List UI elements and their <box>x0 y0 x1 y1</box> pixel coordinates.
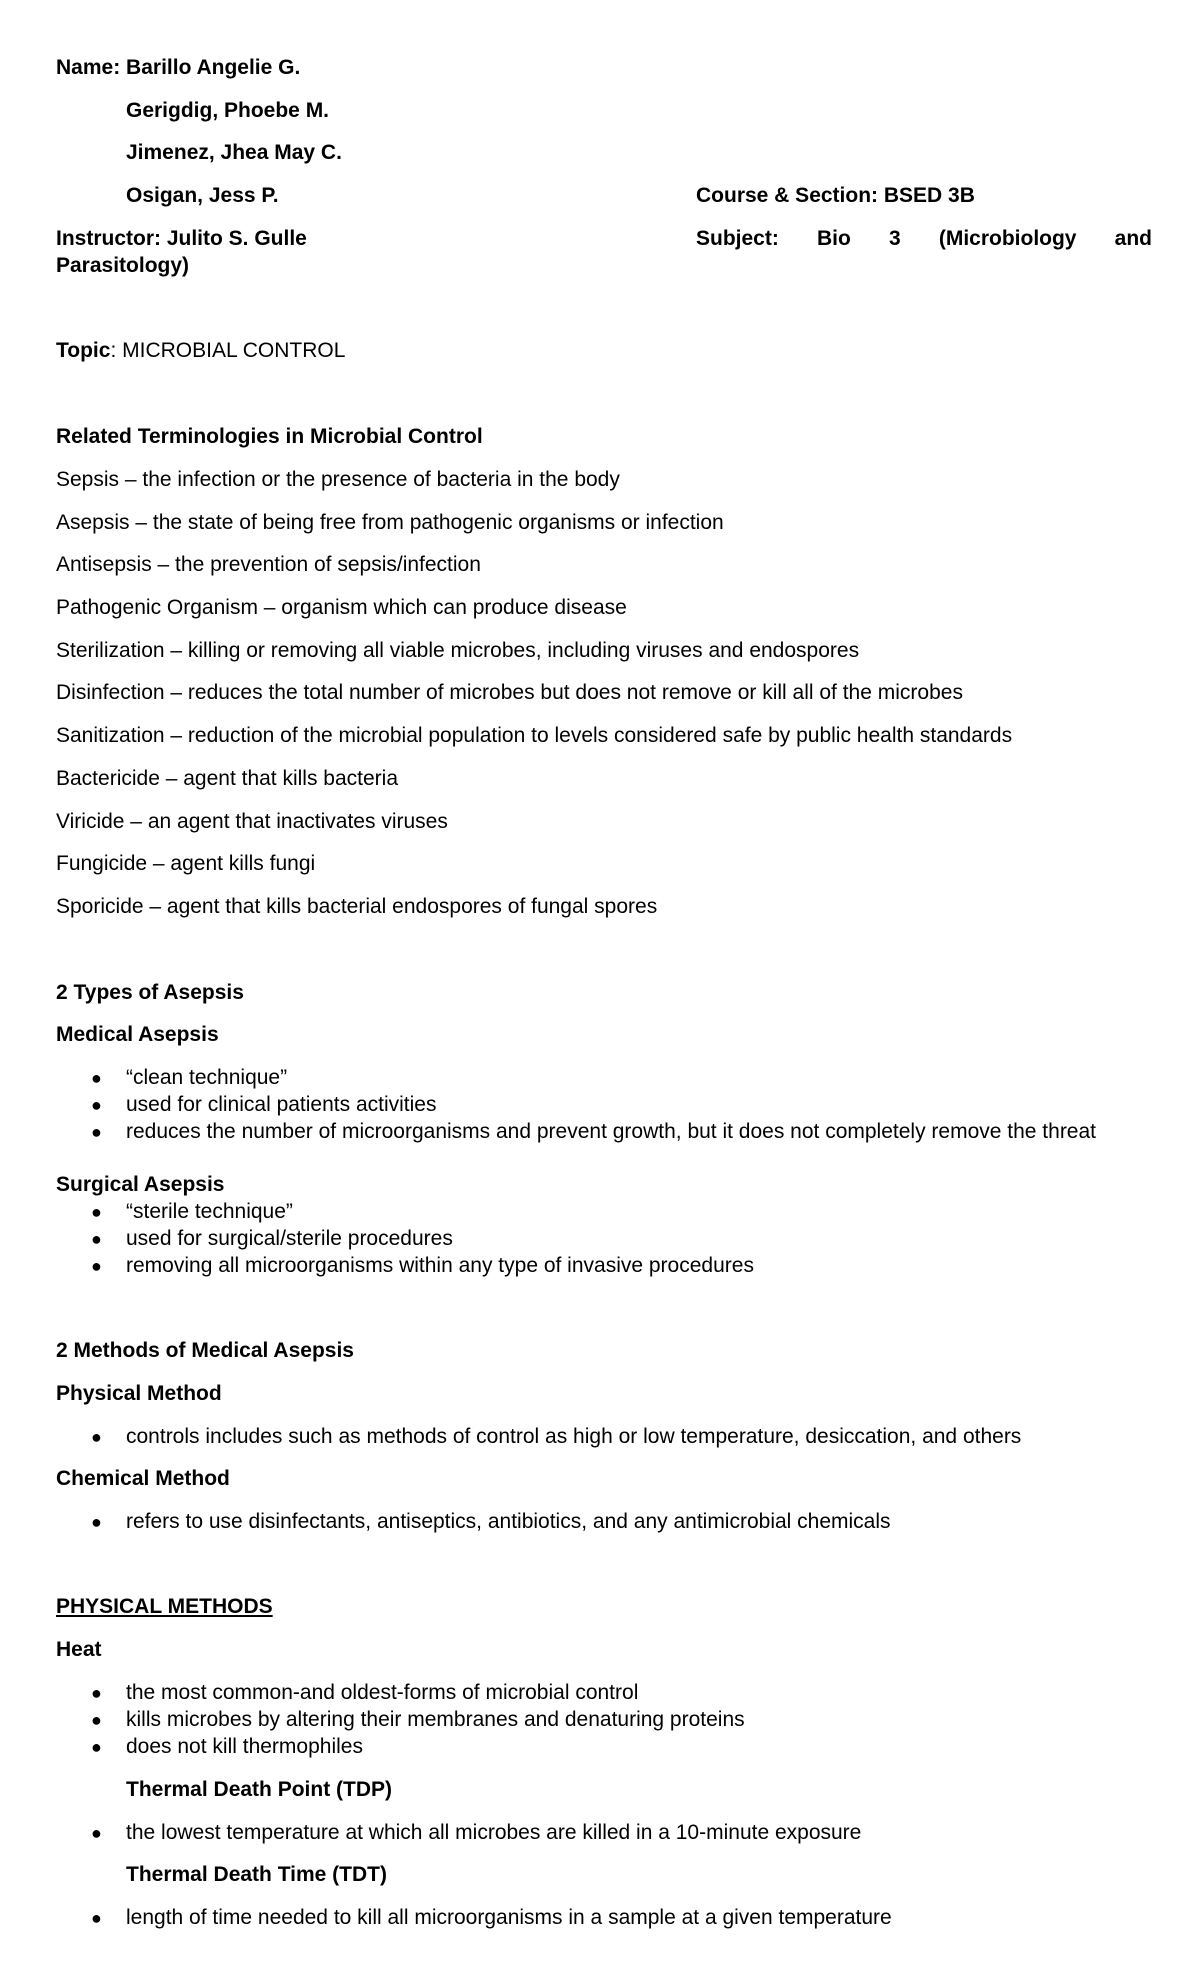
tdp-title: Thermal Death Point (TDP) <box>126 1778 393 1801</box>
asepsis-heading: 2 Types of Asepsis <box>56 981 244 1004</box>
surgical-bullet: removing all microorganisms within any type of invasive procedures <box>126 1254 754 1277</box>
bullet-icon: ● <box>91 1908 102 1928</box>
heat-bullet: the most common-and oldest-forms of microbial control <box>126 1681 639 1704</box>
methods-heading: 2 Methods of Medical Asepsis <box>56 1339 354 1362</box>
bullet-icon: ● <box>91 1122 102 1142</box>
topic <box>56 339 345 363</box>
subject-word: and <box>1114 227 1152 250</box>
heat-bullet: kills microbes by altering their membranes and denaturing proteins <box>126 1708 745 1731</box>
terminology-heading: Related Terminologies in Microbial Control <box>56 425 483 448</box>
medical-bullet: reduces the number of microorganisms and prevent growth, but it does not completely remove the threat <box>126 1120 1096 1143</box>
term-item: Sterilization – killing or removing all viable microbes, including viruses and endospores <box>56 639 860 662</box>
medical-bullet: “clean technique” <box>126 1066 288 1089</box>
student-name-2: Gerigdig, Phoebe M. <box>126 99 330 122</box>
term-item: Sporicide – agent that kills bacterial endospores of fungal spores <box>56 895 658 918</box>
bullet-icon: ● <box>91 1229 102 1249</box>
subject-continued: Parasitology) <box>56 254 190 277</box>
bullet-icon: ● <box>91 1512 102 1532</box>
physical-methods-heading: PHYSICAL METHODS <box>56 1595 273 1618</box>
bullet-icon: ● <box>91 1683 102 1703</box>
term-item: Asepsis – the state of being free from pathogenic organisms or infection <box>56 511 724 534</box>
surgical-bullet: used for surgical/sterile procedures <box>126 1227 453 1250</box>
student-name-3: Jimenez, Jhea May C. <box>126 141 342 164</box>
term-item: Sepsis – the infection or the presence of bacteria in the body <box>56 468 620 491</box>
student-name-4: Osigan, Jess P. <box>126 184 279 207</box>
topic-label: Topic <box>56 339 111 362</box>
bullet-icon: ● <box>91 1256 102 1276</box>
bullet-icon: ● <box>91 1737 102 1757</box>
bullet-icon: ● <box>91 1202 102 1222</box>
physical-method-bullet: controls includes such as methods of control as high or low temperature, desiccation, and others <box>126 1425 1022 1448</box>
surgical-bullet: “sterile technique” <box>126 1200 293 1223</box>
term-item: Antisepsis – the prevention of sepsis/infection <box>56 553 481 576</box>
subject-word: 3 <box>888 227 901 250</box>
subject-word: (Microbiology <box>938 227 1077 250</box>
term-item: Fungicide – agent kills fungi <box>56 852 316 875</box>
term-item: Disinfection – reduces the total number of microbes but does not remove or kill all of the microbes <box>56 681 963 704</box>
name-label: Name: Barillo Angelie G. <box>56 56 301 79</box>
medical-bullet: used for clinical patients activities <box>126 1093 437 1116</box>
subject <box>696 227 1152 251</box>
bullet-icon: ● <box>91 1068 102 1088</box>
subject-word: Bio <box>817 227 851 250</box>
heat-bullet: does not kill thermophiles <box>126 1735 363 1758</box>
tdp-bullet: the lowest temperature at which all microbes are killed in a 10-minute exposure <box>126 1821 862 1844</box>
topic-value: : MICROBIAL CONTROL <box>110 339 346 362</box>
chemical-method-title: Chemical Method <box>56 1467 230 1490</box>
bullet-icon: ● <box>91 1710 102 1730</box>
physical-method-title: Physical Method <box>56 1382 222 1405</box>
surgical-asepsis-title: Surgical Asepsis <box>56 1173 225 1196</box>
heat-title: Heat <box>56 1638 102 1661</box>
bullet-icon: ● <box>91 1427 102 1447</box>
tdt-bullet: length of time needed to kill all microorganisms in a sample at a given temperature <box>126 1906 892 1929</box>
bullet-icon: ● <box>91 1823 102 1843</box>
chemical-method-bullet: refers to use disinfectants, antiseptics, antibiotics, and any antimicrobial chemicals <box>126 1510 891 1533</box>
subject-word: Subject: <box>696 227 779 250</box>
course-section: Course & Section: BSED 3B <box>696 184 975 207</box>
term-item: Sanitization – reduction of the microbial population to levels considered safe by public health standards <box>56 724 1013 747</box>
instructor: Instructor: Julito S. Gulle <box>56 227 307 250</box>
student-name-1: Barillo Angelie G. <box>126 56 301 79</box>
term-item: Viricide – an agent that inactivates viruses <box>56 810 448 833</box>
bullet-icon: ● <box>91 1095 102 1115</box>
medical-asepsis-title: Medical Asepsis <box>56 1023 219 1046</box>
term-item: Pathogenic Organism – organism which can produce disease <box>56 596 627 619</box>
tdt-title: Thermal Death Time (TDT) <box>126 1863 387 1886</box>
term-item: Bactericide – agent that kills bacteria <box>56 767 399 790</box>
